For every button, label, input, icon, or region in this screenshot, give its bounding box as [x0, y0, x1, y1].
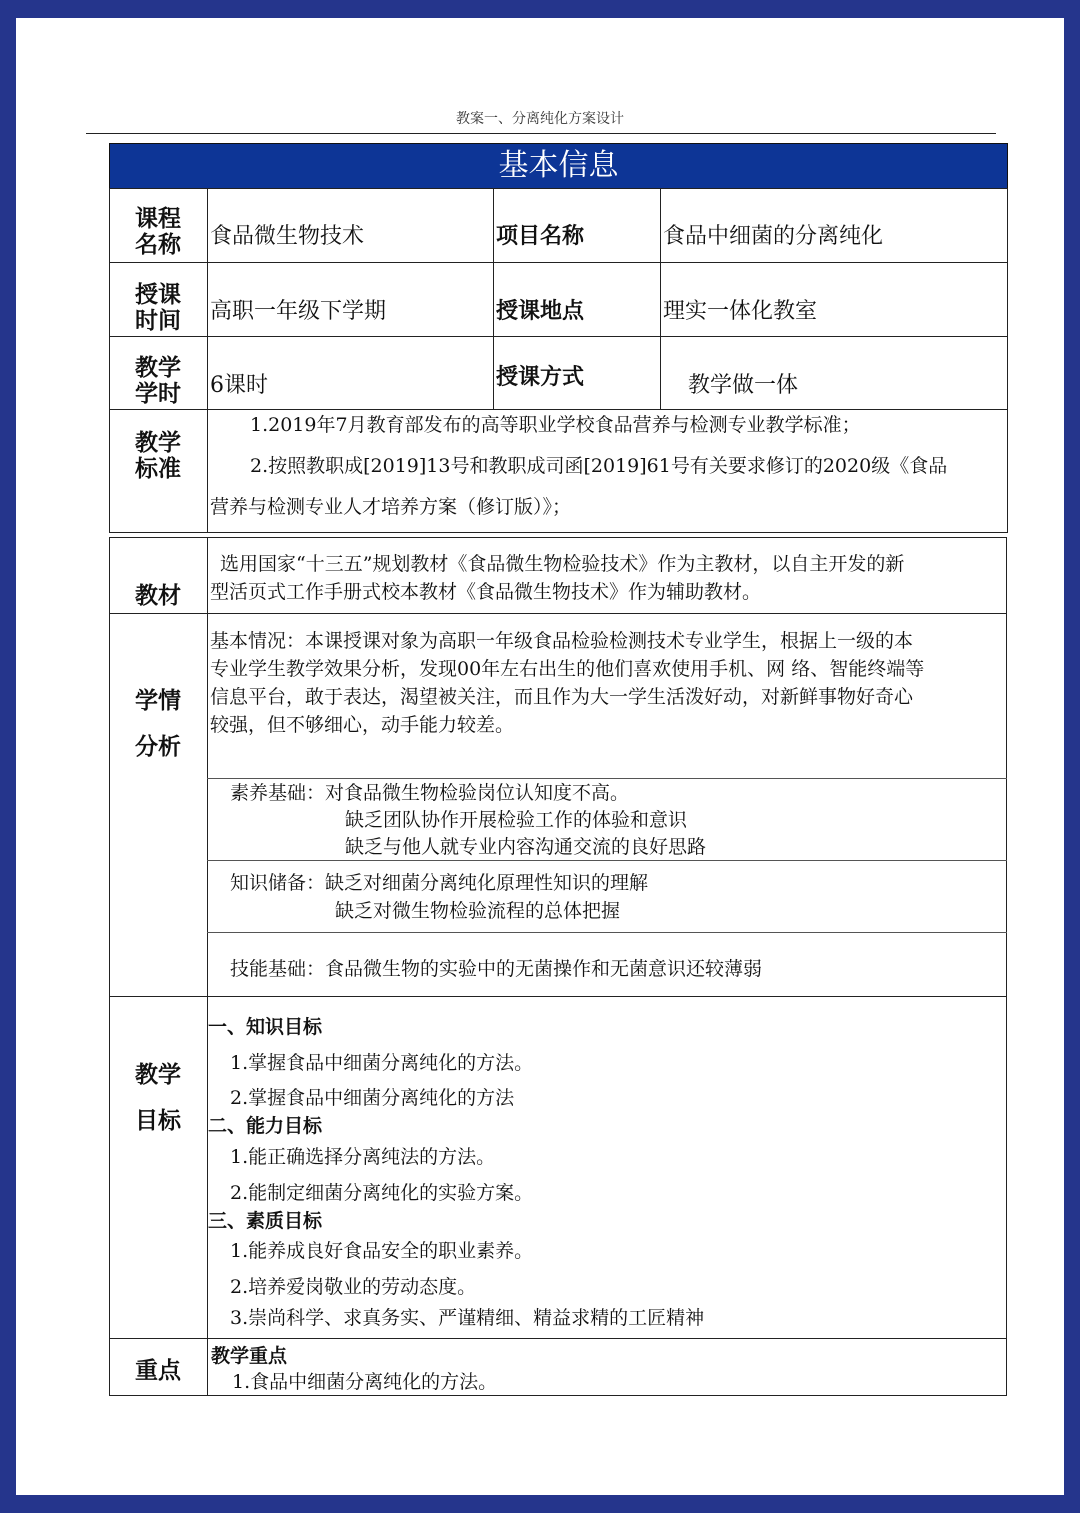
textbook-label: 教材 — [135, 583, 181, 609]
column-divider — [660, 188, 661, 409]
objective-item: 3.崇尚科学、求真务实、严谨精细、精益求精的工匠精神 — [230, 1307, 705, 1329]
row-divider — [109, 613, 1007, 614]
teaching-objectives-label: 教学 目标 — [135, 1062, 181, 1134]
learner-basic-line-2: 专业学生教学效果分析，发现00年左右出生的他们喜欢使用手机、网 络、智能终端等 — [210, 658, 925, 680]
teaching-standard-label: 教学 标准 — [135, 430, 181, 482]
header-rule — [86, 133, 996, 134]
learner-basic-line-4: 较强，但不够细心，动手能力较差。 — [210, 714, 515, 736]
literacy-line-2: 缺乏团队协作开展检验工作的体验和意识 — [345, 809, 688, 831]
standard-line-3: 营养与检测专业人才培养方案（修订版）》； — [210, 496, 572, 518]
class-time-label: 授课 时间 — [135, 282, 181, 334]
objective-item: 1.掌握食品中细菌分离纯化的方法。 — [230, 1052, 534, 1074]
sub-row-divider — [207, 932, 1007, 933]
textbook-line-2: 型活页式工作手册式校本教材《食品微生物技术》作为辅助教材。 — [210, 581, 762, 603]
column-divider — [207, 188, 208, 533]
objective-item: 2.培养爱岗敬业的劳动态度。 — [230, 1276, 477, 1298]
project-name-label: 项目名称 — [496, 224, 585, 249]
knowledge-line-1: 知识储备：缺乏对细菌分离纯化原理性知识的理解 — [230, 872, 649, 894]
learner-analysis-label: 学情 分析 — [135, 688, 181, 760]
project-name-value: 食品中细菌的分离纯化 — [663, 224, 884, 249]
class-place-label: 授课地点 — [496, 299, 585, 324]
knowledge-line-2: 缺乏对微生物检验流程的总体把握 — [335, 900, 621, 922]
objective-item: 2.能制定细菌分离纯化的实验方案。 — [230, 1182, 534, 1204]
objective-heading-ability: 二、能力目标 — [208, 1115, 323, 1137]
teaching-mode-label: 授课方式 — [496, 365, 585, 390]
objective-heading-knowledge: 一、知识目标 — [208, 1016, 323, 1038]
course-name-label: 课程 名称 — [135, 206, 181, 258]
literacy-line-1: 素养基础：对食品微生物检验岗位认知度不高。 — [230, 782, 630, 804]
key-points-heading: 教学重点 — [211, 1345, 288, 1367]
key-point-item: 1.食品中细菌分离纯化的方法。 — [232, 1371, 498, 1393]
class-place-value: 理实一体化教室 — [663, 299, 818, 324]
column-divider — [493, 188, 494, 409]
row-divider — [109, 409, 1008, 410]
key-points-label: 重点 — [135, 1358, 181, 1384]
objective-item: 2.掌握食品中细菌分离纯化的方法 — [230, 1087, 515, 1109]
textbook-line-1: 选用国家“十三五”规划教材《食品微生物检验技术》作为主教材，以自主开发的新 — [220, 553, 905, 575]
row-divider — [109, 336, 1008, 337]
column-divider — [207, 537, 208, 1396]
row-divider — [109, 262, 1008, 263]
row-divider — [109, 996, 1007, 997]
learner-basic-line-3: 信息平台，敢于表达，渴望被关注，而且作为大一学生活泼好动，对新鲜事物好奇心 — [210, 686, 914, 708]
class-hours-value: 6课时 — [210, 373, 268, 398]
objective-item: 1.能养成良好食品安全的职业素养。 — [230, 1240, 534, 1262]
objective-heading-quality: 三、素质目标 — [208, 1210, 323, 1232]
course-name-value: 食品微生物技术 — [210, 224, 365, 249]
section-title-bar: 基本信息 — [109, 143, 1008, 189]
row-divider — [109, 1338, 1007, 1339]
literacy-line-3: 缺乏与他人就专业内容沟通交流的良好思路 — [345, 836, 707, 858]
standard-line-2: 2.按照教职成[2019]13号和教职成司函[2019]61号有关要求修订的2020级《食品 — [250, 455, 948, 477]
class-time-value: 高职一年级下学期 — [210, 299, 387, 324]
teaching-mode-value: 教学做一体 — [688, 373, 799, 398]
learner-basic-line-1: 基本情况：本课授课对象为高职一年级食品检验检测技术专业学生，根据上一级的本 — [210, 630, 914, 652]
objective-item: 1.能正确选择分离纯法的方法。 — [230, 1146, 496, 1168]
standard-line-1: 1.2019年7月教育部发布的高等职业学校食品营养与检测专业教学标准； — [250, 414, 861, 436]
page-header: 教案一、分离纯化方案设计 — [456, 111, 624, 127]
class-hours-label: 教学 学时 — [135, 355, 181, 407]
skill-line: 技能基础：食品微生物的实验中的无菌操作和无菌意识还较薄弱 — [230, 958, 763, 980]
